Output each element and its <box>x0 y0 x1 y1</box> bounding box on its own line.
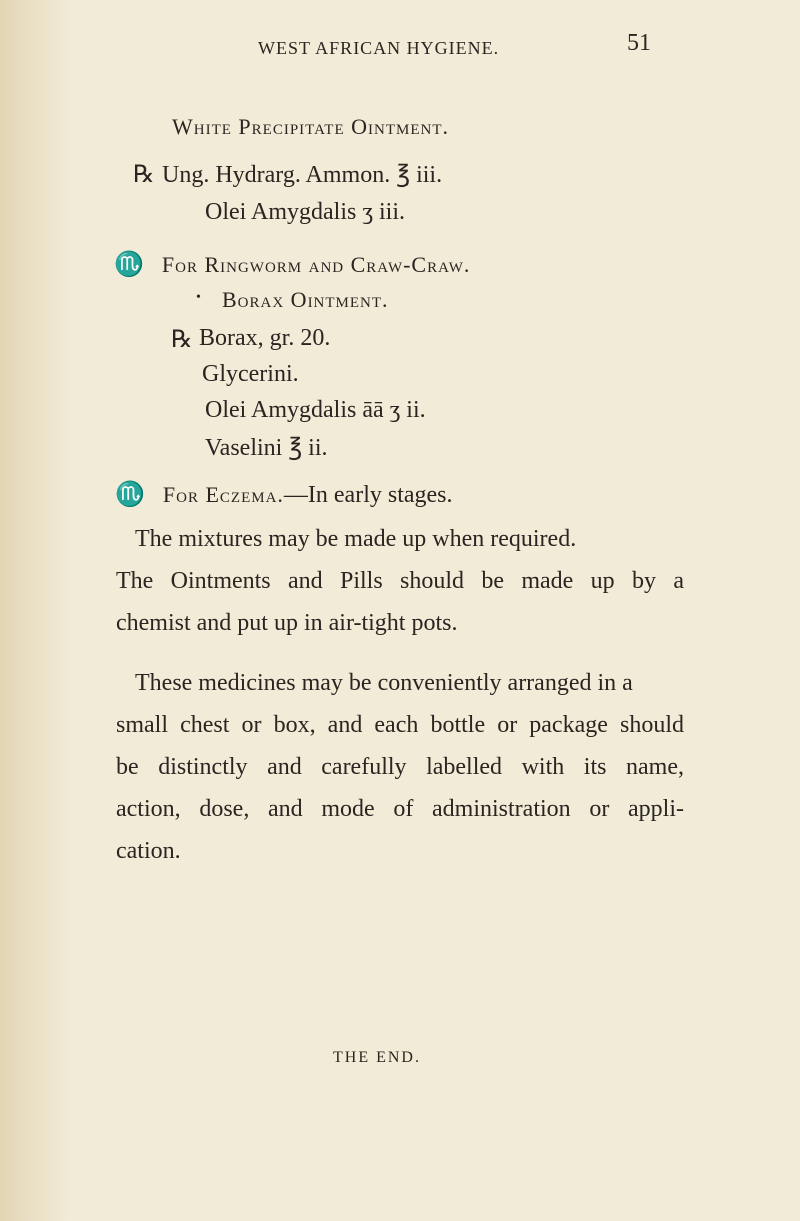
rx-symbol: ℞ <box>171 327 193 353</box>
prescription-mark: ♏ <box>114 252 144 278</box>
rx-symbol: ℞ <box>133 162 155 188</box>
eczema-heading-row <box>115 480 453 509</box>
borax-title: Borax Ointment. <box>222 287 389 312</box>
white-precipitate-title: White Precipitate Ointment. <box>172 114 449 139</box>
paragraph-line: chemist and put up in air-tight pots. <box>116 610 458 636</box>
ringworm-heading-row <box>114 250 470 279</box>
prescription-line: Borax, gr. 20. <box>199 325 331 351</box>
paragraph-line: The mixtures may be made up when required. <box>135 526 577 552</box>
eczema-text: —In early stages. <box>283 482 453 508</box>
prescription-line: Olei Amygdalis ʒ iii. <box>205 199 405 225</box>
prescription-line: Ung. Hydrarg. Ammon. ℥ iii. <box>162 162 443 188</box>
paragraph-line: small chest or box, and each bottle or package should <box>116 712 684 738</box>
prescription-line: Olei Amygdalis āā ʒ ii. <box>205 397 426 423</box>
prescription-mark: ♏ <box>115 482 145 508</box>
ringworm-heading: For Ringworm and Craw-Craw. <box>161 252 471 277</box>
prescription-line: Glycerini. <box>202 361 299 387</box>
prescription-line: Vaselini ℥ ii. <box>205 435 328 461</box>
eczema-heading: For Eczema. <box>162 482 284 507</box>
paragraph-line: action, dose, and mode of administration or appli- <box>116 796 684 822</box>
paragraph-line: These medicines may be conveniently arranged in a <box>135 670 633 696</box>
running-head: WEST AFRICAN HYGIENE. <box>258 38 500 58</box>
paragraph-line: The Ointments and Pills should be made up by a <box>116 568 684 594</box>
bullet-mark: • <box>196 290 201 305</box>
paragraph-line: cation. <box>116 838 181 864</box>
the-end: THE END. <box>333 1049 421 1066</box>
page-number: 51 <box>627 30 651 56</box>
paragraph-line: be distinctly and carefully labelled with its name, <box>116 754 684 780</box>
